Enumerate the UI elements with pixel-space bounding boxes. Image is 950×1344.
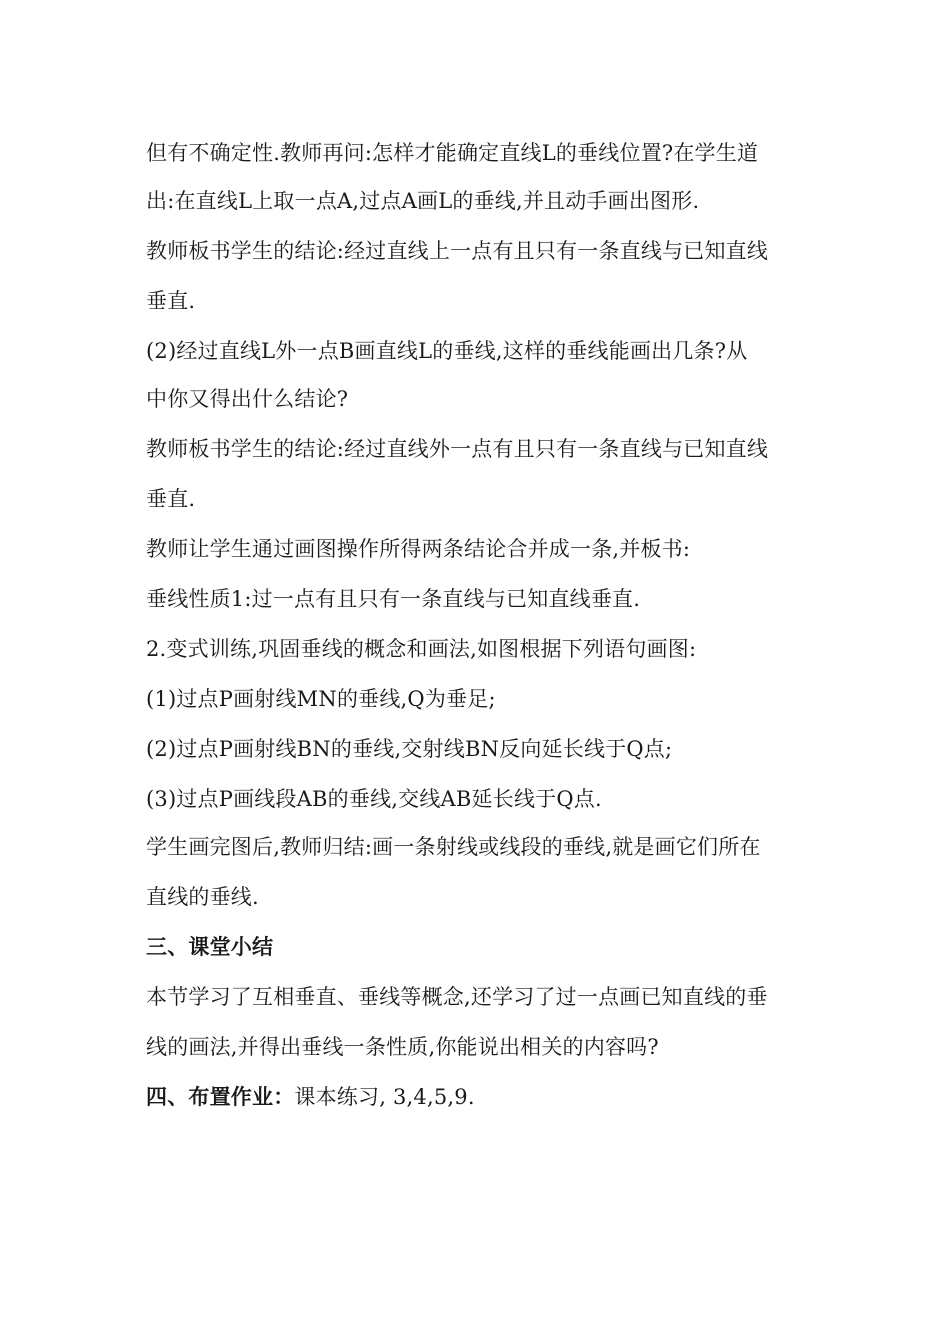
section-heading-summary: 三、课堂小结	[146, 935, 274, 959]
text-line-9: 教师让学生通过画图操作所得两条结论合并成一条,并板书:	[146, 537, 691, 561]
text-line-7: 教师板书学生的结论:经过直线外一点有且只有一条直线与已知直线	[146, 437, 769, 461]
text-line-6: 中你又得出什么结论?	[146, 387, 349, 411]
summary-line-2: 线的画法,并得出垂线一条性质,你能说出相关的内容吗?	[146, 1035, 659, 1059]
homework-text: 课本练习, 3,4,5,9.	[294, 1085, 475, 1109]
text-line-15: 学生画完图后,教师归结:画一条射线或线段的垂线,就是画它们所在	[146, 835, 761, 859]
text-line-3: 教师板书学生的结论:经过直线上一点有且只有一条直线与已知直线	[146, 239, 769, 263]
text-line-10: 垂线性质1:过一点有且只有一条直线与已知直线垂直.	[146, 587, 641, 611]
text-line-5: (2)经过直线L外一点B画直线L的垂线,这样的垂线能画出几条?从	[146, 339, 748, 363]
homework-line	[146, 1082, 475, 1112]
text-line-11: 2.变式训练,巩固垂线的概念和画法,如图根据下列语句画图:	[146, 637, 697, 661]
summary-line-1: 本节学习了互相垂直、垂线等概念,还学习了过一点画已知直线的垂	[146, 985, 768, 1009]
text-line-8: 垂直.	[146, 487, 196, 511]
text-line-4: 垂直.	[146, 289, 196, 313]
text-line-1: 但有不确定性.教师再问:怎样才能确定直线L的垂线位置?在学生道	[146, 141, 759, 165]
text-line-12: (1)过点P画射线MN的垂线,Q为垂足;	[146, 687, 496, 711]
text-line-13: (2)过点P画射线BN的垂线,交射线BN反向延长线于Q点;	[146, 737, 673, 761]
text-line-14: (3)过点P画线段AB的垂线,交线AB延长线于Q点.	[146, 787, 602, 811]
section-heading-homework: 四、布置作业：	[146, 1085, 295, 1109]
text-line-16: 直线的垂线.	[146, 885, 259, 909]
text-line-2: 出:在直线L上取一点A,过点A画L的垂线,并且动手画出图形.	[146, 189, 700, 213]
